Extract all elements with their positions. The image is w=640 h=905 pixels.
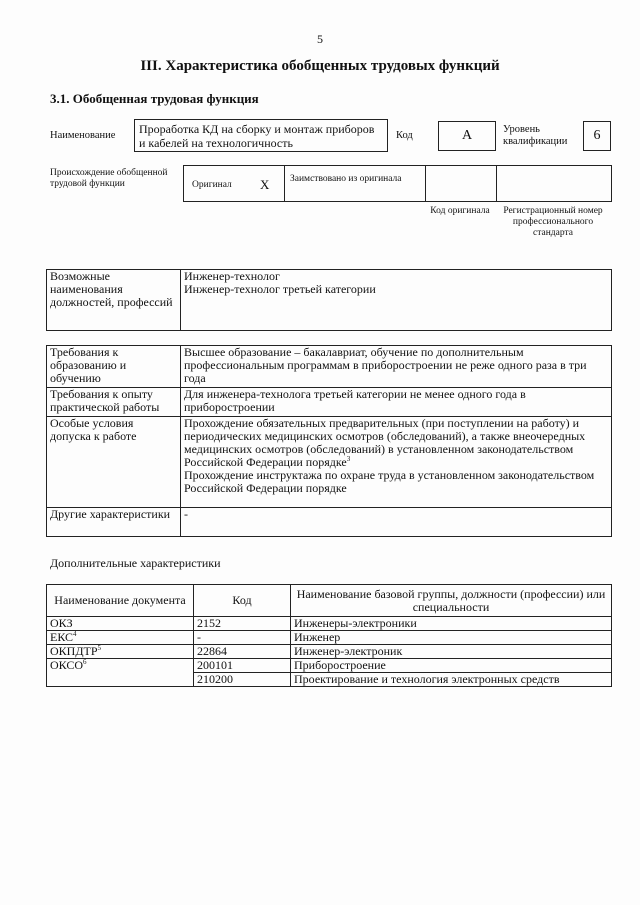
doc-group: Приборостроение [291, 659, 612, 673]
function-code-label: Код [396, 130, 413, 141]
req-admission-instruction: Прохождение инструктажа по охране труда в установленном законодательством Российской Федерации порядке [184, 468, 595, 495]
req-education-value: Высшее образование – бакалавриат, обучение по дополнительным профессиональным программам в приборостроении не реже одного раза в три года [181, 346, 612, 388]
additional-characteristics-title: Дополнительные характеристики [50, 556, 221, 570]
original-label: Оригинал [192, 180, 232, 190]
header-code: Код [194, 585, 291, 617]
doc-code: 22864 [194, 645, 291, 659]
positions-label: Возможные наименования должностей, профессий [47, 270, 181, 331]
registration-number-caption: Регистрационный номер профессионального стандарта [503, 206, 603, 238]
table-row [47, 645, 612, 659]
doc-name: ОКЗ [47, 617, 194, 631]
doc-name: ЕКС$^4$ [47, 631, 194, 645]
doc-group: Проектирование и технология электронных средств [291, 673, 612, 687]
table-row [47, 631, 612, 645]
function-code-value: А [438, 121, 496, 151]
req-admission-medical: Прохождение обязательных предварительных (при поступлении на работу) и периодических медицинских осмотров (обследований), а также внеочередных медицинских осмотров (обследований) в установленном законодательством Российской Федерации порядке [184, 416, 586, 469]
header-group: Наименование базовой группы, должности (профессии) или специальности [291, 585, 612, 617]
borrowed-label: Заимствовано из оригинала [290, 174, 402, 184]
req-other-label: Другие характеристики [47, 508, 181, 537]
function-name-value: Проработка КД на сборку и монтаж приборов и кабелей на технологичность [134, 119, 388, 152]
req-other-value: - [181, 508, 612, 537]
doc-code: 200101 [194, 659, 291, 673]
header-document: Наименование документа [47, 585, 194, 617]
req-admission-value [181, 417, 612, 508]
origin-label: Происхождение обобщенной трудовой функции [50, 168, 168, 189]
position-item: Инженер-технолог [184, 269, 280, 283]
doc-group: Инженер-электроник [291, 645, 612, 659]
footnote-ref: 3 [346, 455, 351, 463]
qualification-level-value: 6 [583, 121, 611, 151]
divider [496, 166, 497, 201]
table-row [47, 617, 612, 631]
function-name-label: Наименование [50, 130, 116, 141]
doc-group: Инженер [291, 631, 612, 645]
req-admission-label: Особые условия допуска к работе [47, 417, 181, 508]
positions-table [46, 269, 612, 331]
additional-table [46, 584, 612, 687]
position-item: Инженер-технолог третьей категории [184, 282, 376, 296]
subsection-title: 3.1. Обобщенная трудовая функция [50, 91, 259, 106]
doc-code: - [194, 631, 291, 645]
requirements-table [46, 345, 612, 537]
section-title: III. Характеристика обобщенных трудовых функций [140, 58, 500, 74]
original-mark: Х [260, 177, 270, 192]
qualification-level-label: Уровень квалификации [503, 124, 568, 147]
divider [284, 166, 285, 201]
origin-box [183, 165, 612, 202]
code-original-caption: Код оригинала [430, 206, 490, 216]
doc-group: Инженеры-электроники [291, 617, 612, 631]
page-number: 5 [317, 32, 323, 46]
doc-code: 210200 [194, 673, 291, 687]
positions-values [181, 270, 612, 331]
doc-name: ОКПДТР$^5$ [47, 645, 194, 659]
req-experience-value: Для инженера-технолога третьей категории не менее одного года в приборостроении [181, 388, 612, 417]
req-education-label: Требования к образованию и обучению [47, 346, 181, 388]
req-experience-label: Требования к опыту практической работы [47, 388, 181, 417]
doc-code: 2152 [194, 617, 291, 631]
table-row [47, 659, 612, 673]
divider [425, 166, 426, 201]
doc-name: ОКСО$^6$ [47, 659, 194, 687]
